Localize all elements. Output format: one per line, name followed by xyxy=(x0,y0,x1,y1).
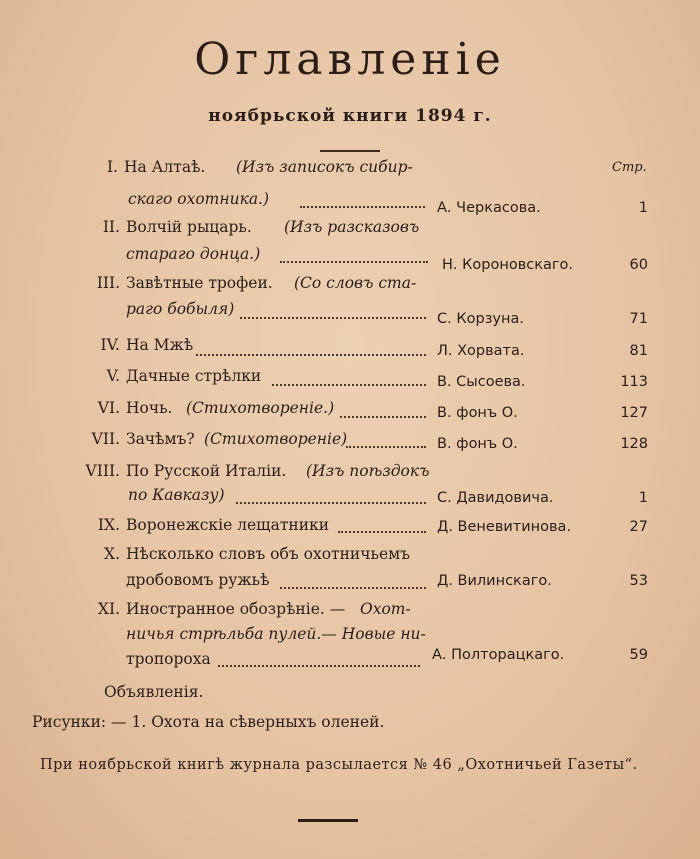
dot-leader xyxy=(346,446,426,448)
entry-title: Ночь. xyxy=(126,399,173,417)
entry-number: XI. xyxy=(97,600,120,618)
entry-page: 127 xyxy=(620,405,648,421)
entry-author: Д. Веневитинова. xyxy=(437,519,572,535)
entry-author: Д. Вилинскаго. xyxy=(437,573,552,589)
entry-author: В. фонъ О. xyxy=(437,436,518,452)
dot-leader xyxy=(240,317,426,319)
entry-author: А. Полторацкаго. xyxy=(432,647,565,663)
entry-number: X. xyxy=(104,545,120,563)
dot-leader xyxy=(340,416,426,418)
entry-title-cont: дробовомъ ружьѣ xyxy=(126,571,270,589)
entry-title: Волчій рыцарь. xyxy=(126,218,252,236)
entry-number: VI. xyxy=(97,399,120,417)
entry-page: 27 xyxy=(629,519,648,535)
dot-leader xyxy=(280,261,428,263)
entry-subtitle: (Стихотвореніе) xyxy=(204,430,348,448)
entry-title-cont: тропороха xyxy=(126,650,211,668)
supplement-notice: При ноябрьской книгѣ журнала разсылается № 46 „Охотничьей Газеты“. xyxy=(40,757,638,773)
dot-leader xyxy=(272,384,426,386)
entry-author: С. Давидовича. xyxy=(437,490,554,506)
entry-subtitle: (Со словъ ста- xyxy=(294,274,417,292)
entry-page: 53 xyxy=(629,573,648,589)
entry-number: VII. xyxy=(91,430,120,448)
entry-page: 59 xyxy=(629,647,648,663)
entry-subtitle: (Изъ поѣздокъ xyxy=(306,462,430,480)
entry-number: IX. xyxy=(97,516,120,534)
entry-subtitle: Охот- xyxy=(360,600,411,618)
entry-page: 71 xyxy=(629,311,648,327)
entry-subtitle: (Изъ разсказовъ xyxy=(284,218,420,236)
entry-title: На Мжѣ xyxy=(126,336,194,354)
entry-author: В. фонъ О. xyxy=(437,405,518,421)
entry-author: Л. Хорвата. xyxy=(437,343,525,359)
entry-author: Н. Короновскаго. xyxy=(442,257,573,273)
entry-number: VIII. xyxy=(85,462,120,480)
entry-title: Дачные стрѣлки xyxy=(126,367,262,385)
entry-author: В. Сысоева. xyxy=(437,374,526,390)
dot-leader xyxy=(236,502,426,504)
title-divider xyxy=(320,150,380,152)
entry-page: 1 xyxy=(638,200,648,216)
entry-title: Иностранное обозрѣніе. — xyxy=(126,600,346,618)
entry-page: 81 xyxy=(629,343,648,359)
entry-subtitle-cont: ничья стрѣльба пулей.— Новые ни- xyxy=(126,625,426,643)
entry-page: 113 xyxy=(620,374,648,390)
entry-title: Зачѣмъ? xyxy=(126,430,195,448)
entry-subtitle-cont: стараго донца.) xyxy=(126,245,261,263)
dot-leader xyxy=(280,587,426,589)
illustrations: Рисунки: — 1. Охота на сѣверныхъ оленей. xyxy=(32,713,385,731)
entry-number: I. xyxy=(106,158,118,176)
entry-subtitle-cont: по Кавказу) xyxy=(128,486,225,504)
entry-subtitle: (Изъ записокъ сибир- xyxy=(236,158,413,176)
entry-subtitle-cont: раго бобыля) xyxy=(126,300,235,318)
entry-page: 60 xyxy=(629,257,648,273)
entry-title: Завѣтные трофеи. xyxy=(126,274,273,292)
entry-title: Нѣсколько словъ объ охотничьемъ xyxy=(126,545,411,563)
entry-subtitle: (Стихотвореніе.) xyxy=(186,399,335,417)
entry-title: На Алтаѣ. xyxy=(124,158,206,176)
entry-number: III. xyxy=(96,274,120,292)
entry-page: 1 xyxy=(638,490,648,506)
entry-author: А. Черкасова. xyxy=(437,200,541,216)
page-column-header: Стр. xyxy=(612,160,647,175)
entry-page: 128 xyxy=(620,436,648,452)
dot-leader xyxy=(300,206,425,208)
entry-title: По Русской Италіи. xyxy=(126,462,287,480)
dot-leader xyxy=(196,354,426,356)
entry-author: С. Корзуна. xyxy=(437,311,524,327)
entry-number: IV. xyxy=(100,336,120,354)
page-title: Оглавленіе xyxy=(194,34,506,85)
dot-leader xyxy=(218,665,420,667)
announcements: Объявленія. xyxy=(104,683,204,701)
entry-number: V. xyxy=(106,367,120,385)
bottom-divider xyxy=(298,819,358,822)
page-subtitle: ноябрьской книги 1894 г. xyxy=(208,106,492,126)
dot-leader xyxy=(338,531,426,533)
entry-subtitle-cont: скаго охотника.) xyxy=(128,190,270,208)
entry-number: II. xyxy=(102,218,120,236)
entry-title: Воронежскіе лещатники xyxy=(126,516,330,534)
